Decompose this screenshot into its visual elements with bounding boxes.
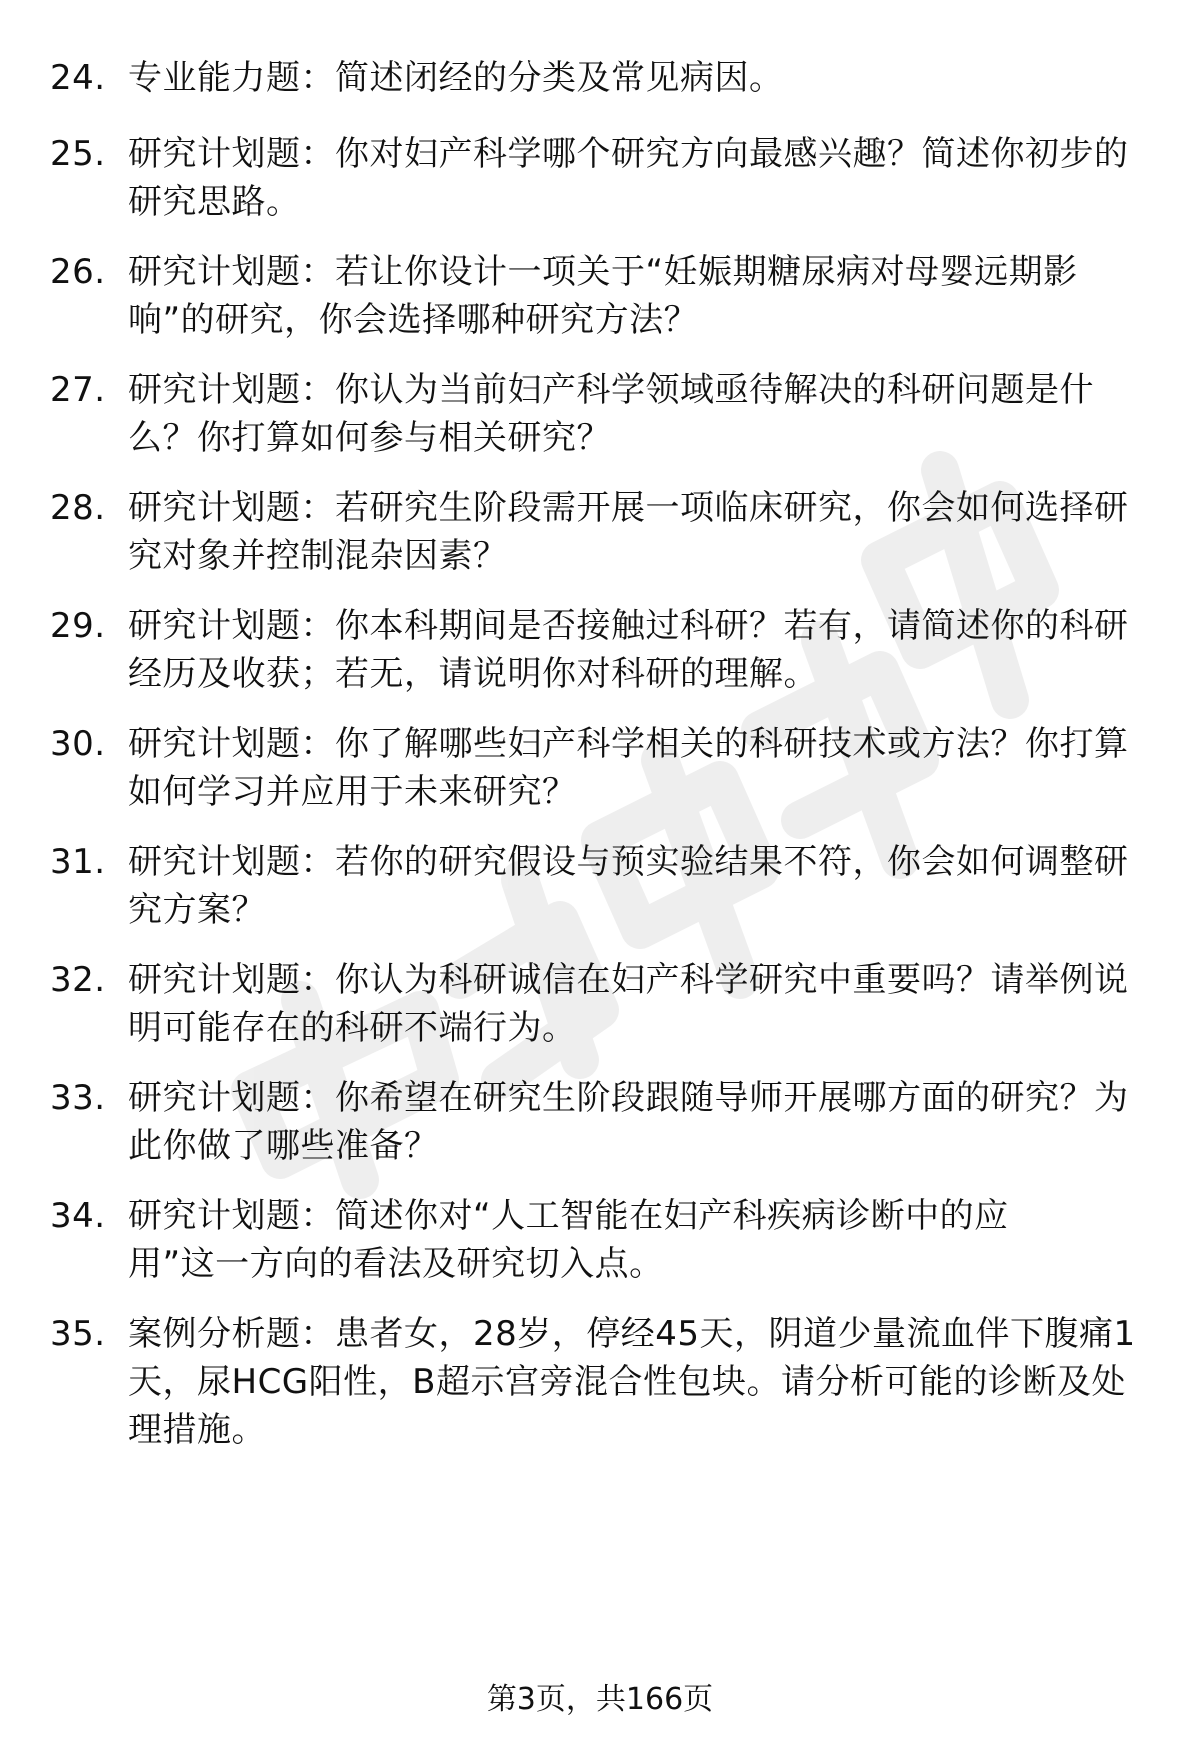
question-text: 研究计划题：你希望在研究生阶段跟随导师开展哪方面的研究？为此你做了哪些准备？ — [128, 1078, 1129, 1166]
question-number: 27. — [50, 370, 106, 410]
question-number: 32. — [50, 960, 106, 1000]
question-item-28 — [50, 484, 1160, 580]
question-number: 33. — [50, 1078, 106, 1118]
question-text: 专业能力题：简述闭经的分类及常见病因。 — [128, 58, 784, 98]
question-number: 26. — [50, 252, 106, 292]
question-text: 研究计划题：简述你对“人工智能在妇产科疾病诊断中的应用”这一方向的看法及研究切入点。 — [128, 1196, 1009, 1284]
question-number: 29. — [50, 606, 106, 646]
question-item-33 — [50, 1074, 1160, 1170]
question-text: 研究计划题：若研究生阶段需开展一项临床研究，你会如何选择研究对象并控制混杂因素？ — [128, 488, 1129, 576]
question-text: 研究计划题：你认为当前妇产科学领域亟待解决的科研问题是什么？你打算如何参与相关研究？ — [128, 370, 1094, 458]
question-number: 25. — [50, 134, 106, 174]
question-text: 研究计划题：你本科期间是否接触过科研？若有，请简述你的科研经历及收获；若无，请说明你对科研的理解。 — [128, 606, 1129, 694]
question-item-35 — [50, 1310, 1160, 1454]
question-item-29 — [50, 602, 1160, 698]
question-number: 30. — [50, 724, 106, 764]
question-text: 研究计划题：你对妇产科学哪个研究方向最感兴趣？简述你初步的研究思路。 — [128, 134, 1129, 222]
question-item-34 — [50, 1192, 1160, 1288]
question-text: 案例分析题：患者女，28岁，停经45天，阴道少量流血伴下腹痛1天，尿HCG阳性，B超示宫旁混合性包块。请分析可能的诊断及处理措施。 — [128, 1314, 1136, 1450]
question-item-27 — [50, 366, 1160, 462]
page-footer — [0, 1680, 1200, 1720]
page-number-label: 第3页，共166页 — [486, 1682, 714, 1717]
question-text: 研究计划题：你认为科研诚信在妇产科学研究中重要吗？请举例说明可能存在的科研不端行为。 — [128, 960, 1129, 1048]
question-text: 研究计划题：你了解哪些妇产科学相关的科研技术或方法？你打算如何学习并应用于未来研究？ — [128, 724, 1129, 812]
question-number: 35. — [50, 1314, 106, 1354]
question-text: 研究计划题：若让你设计一项关于“妊娠期糖尿病对母婴远期影响”的研究，你会选择哪种研究方法？ — [128, 252, 1078, 340]
question-item-32 — [50, 956, 1160, 1052]
question-number: 31. — [50, 842, 106, 882]
question-item-25 — [50, 130, 1160, 226]
question-item-31 — [50, 838, 1160, 934]
question-number: 28. — [50, 488, 106, 528]
question-text: 研究计划题：若你的研究假设与预实验结果不符，你会如何调整研究方案？ — [128, 842, 1129, 930]
question-item-30 — [50, 720, 1160, 816]
question-number: 24. — [50, 58, 106, 98]
question-item-24 — [50, 54, 1160, 102]
question-item-26 — [50, 248, 1160, 344]
question-number: 34. — [50, 1196, 106, 1236]
